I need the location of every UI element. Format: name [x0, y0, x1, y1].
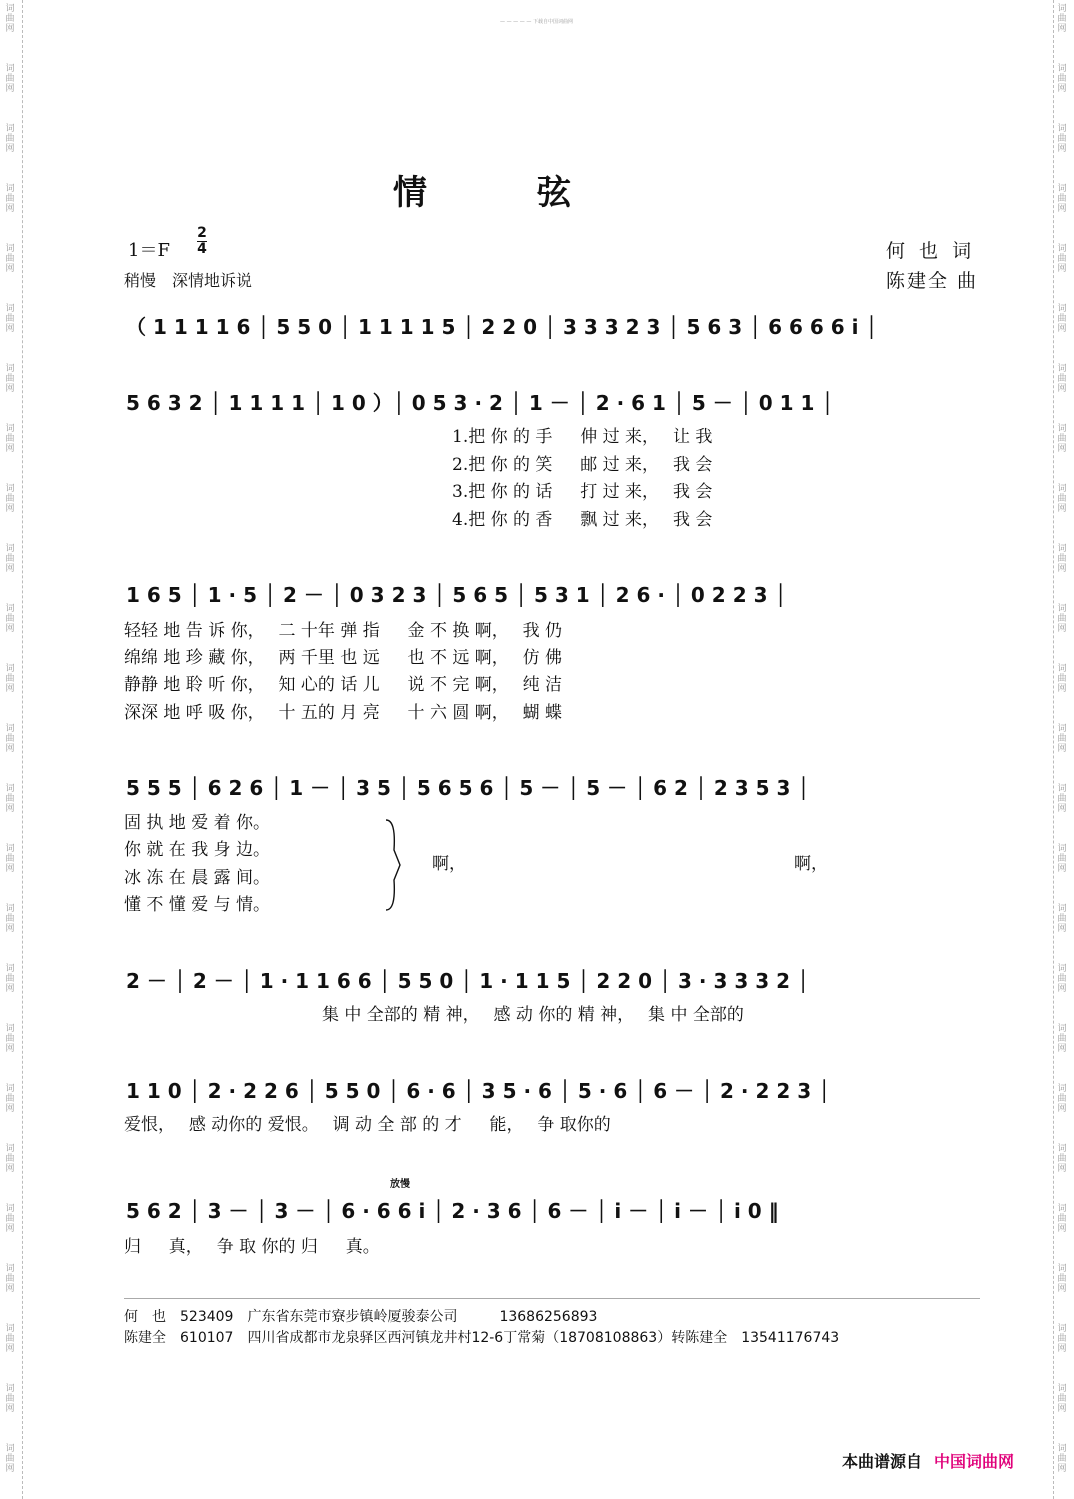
contact-composer: 陈建全 610107 四川省成都市龙泉驿区西河镇龙井村12-6丁常菊（18708108863）转陈建全 13541176743: [124, 1330, 840, 1346]
watermark-text: 词 曲 网: [5, 184, 15, 214]
watermark-text: 词 曲 网: [5, 124, 15, 154]
system-6-lyric-1: 爱恨， 感 动你的 爱恨。 调 动 全 部 的 才 能， 争 取你的: [124, 1115, 611, 1135]
system-7-notes: 5 6 2 │ 3 － │ 3 － │ 6 · 6 6 i │ 2 · 3 6 │ 6 － │ i － │ i － │ i 0 ‖: [126, 1199, 779, 1223]
system-3-lyric-4: 深深 地 呼 吸 你， 十 五的 月 亮 十 六 圆 啊， 蝴 蝶: [124, 703, 563, 723]
system-7-lyric-1: 归 真， 争 取 你的 归 真。: [124, 1237, 380, 1257]
system-4: [124, 776, 828, 915]
source-label: 本曲谱源自: [842, 1452, 923, 1471]
watermark-text: 词 曲 网: [1057, 1084, 1067, 1114]
watermark-text: 词 曲 网: [1057, 64, 1067, 94]
system-5-notes: 2 － │ 2 － │ 1 · 1 1 6 6 │ 5 5 0 │ 1 · 1 1 5 │ 2 2 0 │ 3 · 3 3 3 2 │: [126, 969, 810, 993]
watermark-text: 词 曲 网: [1057, 484, 1067, 514]
watermark-text: 词 曲 网: [1057, 304, 1067, 334]
watermark-text: 词 曲 网: [5, 544, 15, 574]
watermark-text: 词 曲 网: [1057, 184, 1067, 214]
contact-lyricist: 何 也 523409 广东省东莞市寮步镇岭厦骏泰公司 13686256893: [124, 1309, 598, 1325]
tempo-marking: 稍慢 深情地诉说: [124, 271, 253, 290]
system-2: [126, 391, 833, 530]
watermark-text: 词 曲 网: [1057, 244, 1067, 274]
watermark-text: 词 曲 网: [1057, 664, 1067, 694]
system-1-notes: （ 1 1 1 1 6 │ 5 5 0 │ 1 1 1 1 5 │ 2 2 0 │ 3 3 3 2 3 │ 5 6 3 │ 6 6 6 6 i │: [126, 315, 878, 339]
system-6: [124, 1079, 830, 1135]
watermark-text: 词 曲 网: [5, 1024, 15, 1054]
system-2-lyric-4: 4.把 你 的 香 飘 过 来， 我 会: [452, 510, 713, 530]
watermark-text: 词 曲 网: [5, 1384, 15, 1414]
watermark-text: 词 曲 网: [1057, 1324, 1067, 1354]
watermark-text: 词 曲 网: [5, 1084, 15, 1114]
watermark-text: 词 曲 网: [1057, 1444, 1067, 1474]
watermark-text: 词 曲 网: [1057, 1144, 1067, 1174]
system-5: [126, 969, 809, 1025]
composer-credit: 陈建全 曲: [886, 270, 979, 292]
watermark-text: 词 曲 网: [1057, 1024, 1067, 1054]
slow-down-annotation: 放慢: [390, 1179, 410, 1190]
system-4-lyric-3: 冰 冻 在 晨 露 间。: [124, 868, 271, 888]
system-4-lyric-2: 你 就 在 我 身 边。: [124, 840, 271, 860]
header-tiny-text: — — — — — 下载自中国词曲网: [500, 19, 573, 25]
time-signature-bottom: 4: [197, 241, 207, 257]
system-3-notes: 1 6 5 │ 1 · 5 │ 2 － │ 0 3 2 3 │ 5 6 5 │ 5 3 1 │ 2 6 · │ 0 2 2 3 │: [126, 583, 787, 607]
system-1: [126, 315, 877, 339]
system-4-lyric-4: 懂 不 懂 爱 与 情。: [124, 895, 271, 915]
watermark-text: 词 曲 网: [1057, 784, 1067, 814]
watermark-text: 词 曲 网: [5, 1264, 15, 1294]
watermark-text: 词 曲 网: [1057, 904, 1067, 934]
watermark-text: 词 曲 网: [5, 4, 15, 34]
song-title: 情弦: [393, 173, 681, 213]
watermark-text: 词 曲 网: [5, 904, 15, 934]
system-4-ah-1: 啊，: [432, 854, 466, 874]
watermark-text: 词 曲 网: [5, 1444, 15, 1474]
watermark-text: 词 曲 网: [5, 1204, 15, 1234]
watermark-text: 词 曲 网: [5, 64, 15, 94]
watermark-text: 词 曲 网: [1057, 1264, 1067, 1294]
system-4-ah-2: 啊，: [794, 854, 828, 874]
system-4-lyric-1: 固 执 地 爱 着 你。: [124, 813, 271, 833]
system-3: [124, 583, 787, 723]
footer-divider: [124, 1298, 980, 1299]
watermark-text: 词 曲 网: [5, 364, 15, 394]
watermark-text: 词 曲 网: [5, 724, 15, 754]
watermark-text: 词 曲 网: [1057, 724, 1067, 754]
watermark-text: 词 曲 网: [1057, 844, 1067, 874]
watermark-text: 词 曲 网: [5, 784, 15, 814]
system-2-lyric-2: 2.把 你 的 笑 邮 过 来， 我 会: [452, 455, 713, 475]
watermark-text: 词 曲 网: [5, 1324, 15, 1354]
watermark-text: 词 曲 网: [1057, 544, 1067, 574]
watermark-text: 词 曲 网: [1057, 1384, 1067, 1414]
system-6-notes: 1 1 0 │ 2 · 2 2 6 │ 5 5 0 │ 6 · 6 │ 3 5 · 6 │ 5 · 6 │ 6 － │ 2 · 2 2 3 │: [126, 1079, 831, 1103]
system-4-notes: 5 5 5 │ 6 2 6 │ 1 － │ 3 5 │ 5 6 5 6 │ 5 － │ 5 － │ 6 2 │ 2 3 5 3 │: [126, 776, 810, 800]
watermark-text: 词 曲 网: [5, 964, 15, 994]
watermark-text: 词 曲 网: [5, 604, 15, 634]
source-credit: [842, 1449, 1014, 1472]
source-brand[interactable]: 中国词曲网: [934, 1452, 1015, 1471]
system-2-notes: 5 6 3 2 │ 1 1 1 1 │ 1 0 ）│ 0 5 3 · 2 │ 1 － │ 2 · 6 1 │ 5 － │ 0 1 1 │: [126, 391, 834, 415]
watermark-text: 词 曲 网: [5, 484, 15, 514]
system-3-lyric-2: 绵绵 地 珍 藏 你， 两 千里 也 远 也 不 远 啊， 仿 佛: [124, 648, 563, 668]
watermark-text: 词 曲 网: [5, 1144, 15, 1174]
system-2-lyric-3: 3.把 你 的 话 打 过 来， 我 会: [452, 482, 713, 502]
lyricist-credit: 何 也 词: [886, 240, 976, 262]
watermark-text: 词 曲 网: [5, 244, 15, 274]
watermark-text: 词 曲 网: [1057, 964, 1067, 994]
verse-brace: [386, 820, 400, 910]
system-3-lyric-3: 静静 地 聆 听 你， 知 心的 话 儿 说 不 完 啊， 纯 洁: [124, 675, 563, 695]
watermark-text: 词 曲 网: [1057, 364, 1067, 394]
watermark-text: 词 曲 网: [1057, 604, 1067, 634]
watermark-text: 词 曲 网: [1057, 4, 1067, 34]
watermark-text: 词 曲 网: [5, 844, 15, 874]
system-3-lyric-1: 轻轻 地 告 诉 你， 二 十年 弹 指 金 不 换 啊， 我 仍: [124, 621, 563, 641]
watermark-text: 词 曲 网: [1057, 424, 1067, 454]
watermark-text: 词 曲 网: [1057, 124, 1067, 154]
key-signature: 1＝F: [128, 240, 170, 261]
time-signature-top: 2: [197, 225, 207, 241]
system-7: [124, 1177, 779, 1257]
watermark-text: 词 曲 网: [1057, 1204, 1067, 1234]
watermark-text: 词 曲 网: [5, 304, 15, 334]
watermark-text: 词 曲 网: [5, 424, 15, 454]
watermark-text: 词 曲 网: [5, 664, 15, 694]
system-5-lyric-1: 集 中 全部的 精 神， 感 动 你的 精 神， 集 中 全部的: [322, 1005, 744, 1025]
system-2-lyric-1: 1.把 你 的 手 伸 过 来， 让 我: [452, 427, 713, 447]
